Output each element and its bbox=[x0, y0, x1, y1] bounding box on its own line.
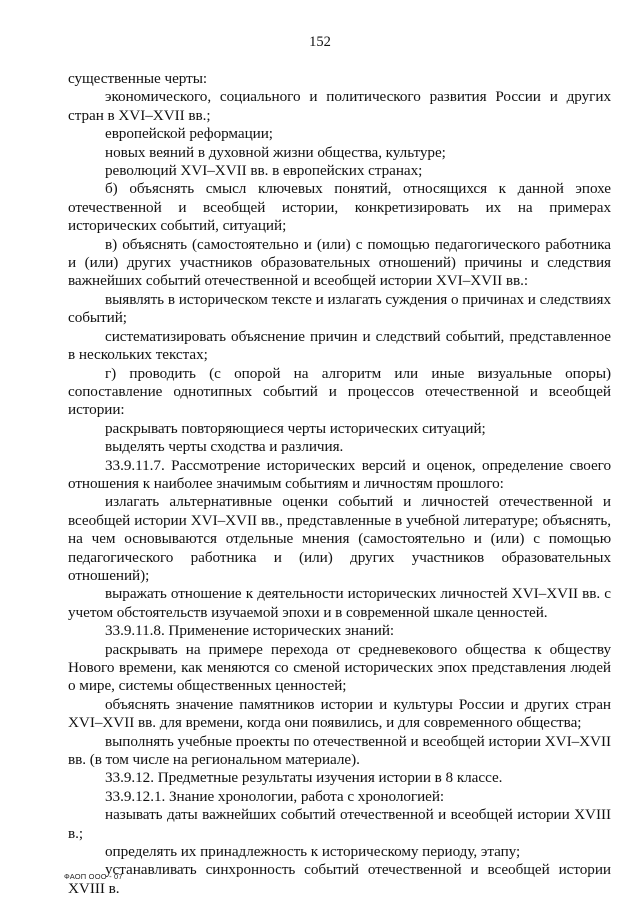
paragraph: выявлять в историческом тексте и излагать суждения о причинах и следствиях событий; bbox=[68, 290, 611, 327]
paragraph: выражать отношение к деятельности исторических личностей XVI–XVII вв. с учетом обстоятельств изучаемой эпохи и в современной шкале ценностей. bbox=[68, 585, 611, 621]
paragraph: экономического, социального и политического развития России и других стран в XVI–XVII вв.; bbox=[68, 88, 611, 124]
paragraph: систематизировать объяснение причин и следствий событий, представленное в нескольких текстах; bbox=[68, 327, 611, 364]
paragraph: новых веяний в духовной жизни общества, культуре; bbox=[105, 143, 446, 161]
paragraph: б) объяснять смысл ключевых понятий, относящихся к данной эпохе отечественной и всеобщей истории, конкретизировать их на примерах исторических событий, ситуаций; bbox=[68, 180, 611, 235]
footer-document-code: ФАОП ООО - 07 bbox=[64, 872, 123, 881]
paragraph: излагать альтернативные оценки событий и личностей отечественной и всеобщей истории XVI–XVII вв., представленные в учебной литературе; объяснять, на чем основываются отдельные мнения (самостоятельно и (или) с помощью педагогического работника и (или) других участников образовательных отношений); bbox=[68, 493, 611, 584]
paragraph: 33.9.12. Предметные результаты изучения истории в 8 классе. bbox=[105, 769, 503, 787]
paragraph: революций XVI–XVII вв. в европейских странах; bbox=[105, 162, 423, 180]
paragraph: 33.9.12.1. Знание хронологии, работа с хронологией: bbox=[105, 787, 445, 805]
paragraph: определять их принадлежность к историческому периоду, этапу; bbox=[105, 843, 521, 861]
paragraph: 33.9.11.8. Применение исторических знаний: bbox=[105, 622, 395, 640]
paragraph: европейской реформации; bbox=[105, 125, 273, 143]
paragraph: называть даты важнейших событий отечественной и всеобщей истории XVIII в.; bbox=[68, 806, 611, 842]
page-number: 152 bbox=[309, 34, 331, 50]
paragraph: 33.9.11.7. Рассмотрение исторических версий и оценок, определение своего отношения к наиболее значимым событиям и личностям прошлого: bbox=[68, 456, 611, 492]
paragraph: раскрывать на примере перехода от средневекового общества к обществу Нового времени, как меняются со сменой исторических эпох представления людей о мире, системы общественных ценностей; bbox=[68, 640, 611, 695]
paragraph: в) объяснять (самостоятельно и (или) с помощью педагогического работника и (или) других участников образовательных отношений) причины и следствия важнейших событий отечественной и всеобщей истории XVI–XVII вв.: bbox=[68, 235, 611, 290]
document-body bbox=[68, 70, 611, 898]
paragraph: объяснять значение памятников истории и культуры России и других стран XVI–XVII вв. для времени, когда они появились, и для современного общества; bbox=[68, 695, 611, 732]
paragraph: г) проводить (с опорой на алгоритм или иные визуальные опоры) сопоставление однотипных событий и процессов отечественной и всеобщей истории: bbox=[68, 364, 611, 419]
paragraph: существенные черты: bbox=[68, 70, 208, 87]
paragraph: выделять черты сходства и различия. bbox=[105, 438, 344, 456]
paragraph: выполнять учебные проекты по отечественной и всеобщей истории XVI–XVII вв. (в том числе на региональном материале). bbox=[68, 732, 611, 769]
paragraph: устанавливать синхронность событий отечественной и всеобщей истории XVIII в. bbox=[68, 861, 611, 897]
paragraph: раскрывать повторяющиеся черты исторических ситуаций; bbox=[105, 419, 486, 437]
